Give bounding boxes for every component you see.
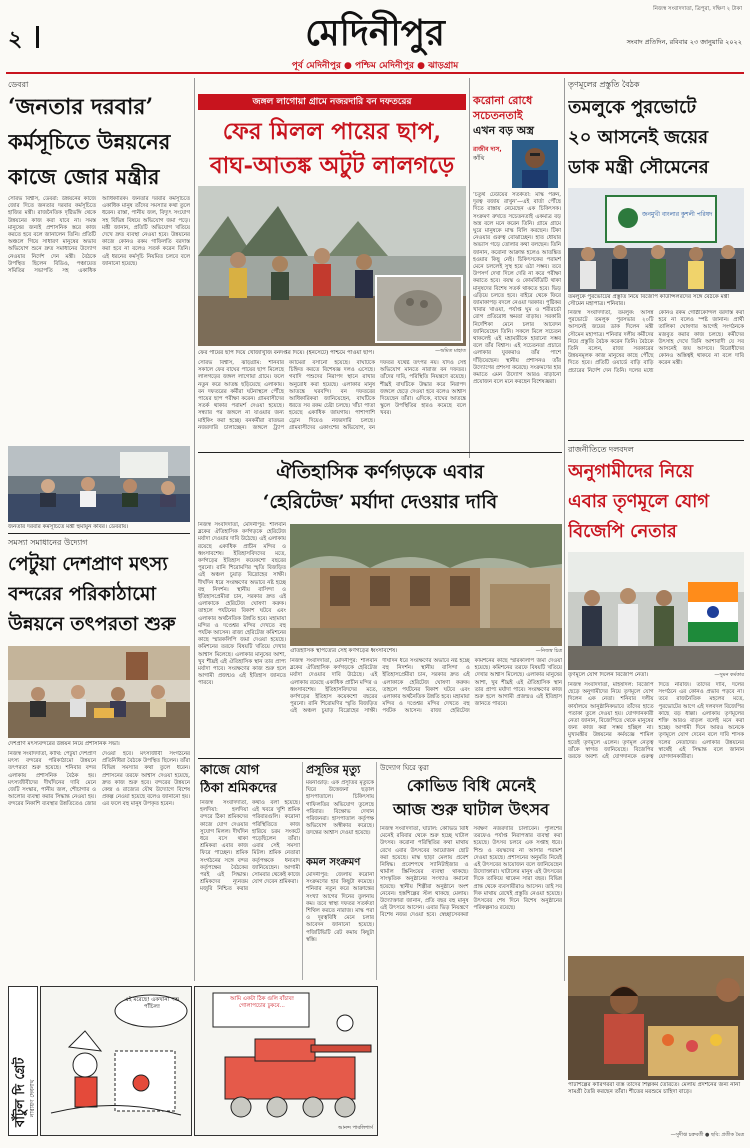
left-top-kicker: ডেবরা <box>8 80 29 89</box>
banner-text: জনমুখী বাংলার কুশলী পরিষদ <box>642 211 713 218</box>
left-top-headline-1: ‘জনতার দরবার’ <box>8 94 154 120</box>
right-bottom-photo <box>568 956 744 1080</box>
left-mid-kicker: সমস্যা সমাধানের উদ্যোগ <box>8 538 88 547</box>
left-top-photo <box>8 446 190 522</box>
covid-kicker: উদ্যোগ ঘিরে ত্বরা <box>380 764 429 772</box>
left-top-headline-2: কর্মসূচিতে উন্নয়নের <box>8 129 171 154</box>
left-divider-1 <box>8 533 190 534</box>
heritage-headline-2: ‘হেরিটেজ’ মর্যাদা দেওয়ার দাবি <box>262 491 498 513</box>
corona-kicker-1: করোনা রোধে <box>473 94 533 107</box>
masthead-regions: পূর্ব মেদিনীপুর ● পশ্চিম মেদিনীপুর ● ঝাড়গ্রাম <box>291 61 459 71</box>
left-mid-body: নিজস্ব সংবাদদাতা, কাঁথি: পেটুয়া দেশপ্রাণ মৎস্য বন্দরের পরিকাঠামো উন্নয়নে তৎপরতা শুরু হয়েছে। শনিবার বন্দর এলাকায় প্রশাসনিক বৈঠক হয়। মৎস্যজীবীদের দীর্ঘদিনের দাবি মেনে জেটি সংস্কার, পানীয় জল, শৌচাগার ও আলোর ব্যবস্থা করার সিদ্ধান্ত নেওয়া হয়। বন্দরের নিকাশি ব্যবস্থার উন্নতিতেও জোর দেওয়া হবে। মৎস্যজীবী সংগঠনের প্রতিনিধিরা বৈঠকে উপস্থিত ছিলেন। তাঁরা বিভিন্ন সমস্যার কথা তুলে ধরেন। প্রশাসনের তরফে আশ্বাস দেওয়া হয়েছে, দ্রুত কাজ শুরু হবে। বন্দরের উন্নয়নে কেন্দ্র ও রাজ্যের যৌথ উদ্যোগে বিশেষ প্রকল্প নেওয়া হয়েছে বলেও জানানো হয়। এর ফলে বহু মানুষ উপকৃত হবেন। <box>8 751 190 808</box>
right-mid-headline-1: অনুগামীদের নিয়ে <box>568 461 694 482</box>
masthead-edition-line: নিজস্ব সংবাদদাতা, ত্রিপুরা, দক্ষিণ ২ টাকা <box>653 6 742 12</box>
lead-body: সৌরভ বিশ্বাস, ঝাড়গ্রাম: শনিবার সকালে ফের বাঘের পায়ের ছাপ মিলেছে লালগড়ের জঙ্গল লাগোয়া গ্রামে। ফলে নতুন করে আতঙ্ক ছড়িয়েছে এলাকায়। বন দফতরের কর্মীরা ঘটনাস্থলে পৌঁছে পায়ের ছাপ পরীক্ষা করেন। গ্রামবাসীদের সতর্ক থাকার পরামর্শ দেওয়া হয়েছে। সন্ধ্যার পর জঙ্গলে না যাওয়ার জন্য মাইকিং করা হচ্ছে। বনকর্মীরা রাতভর নজরদারি চালাচ্ছেন। জঙ্গলে ট্র্যাপ ক্যামেরা বসানো হয়েছে। বাঘটিকে চিহ্নিত করতে বিশেষজ্ঞ দলও এসেছে। গবাদি পশুদের নিরাপদ স্থানে রাখার অনুরোধ করা হয়েছে। এলাকার মানুষ আতঙ্কে ঘরবন্দি। বন দফতরের আধিকারিকরা জানিয়েছেন, বাঘটিকে ধরতে সব রকম চেষ্টা চলছে। খাঁচা পাতা হয়েছে একাধিক জায়গায়। পাশাপাশি ড্রোন দিয়েও নজরদারি চলছে। গ্রামবাসীদের একাংশের অভিযোগ, বন দফতর যথেষ্ট তৎপর নয়। যদিও সেই অভিযোগ মানতে নারাজ বন দফতর। তাঁদের দাবি, পরিস্থিতি নিয়ন্ত্রণে রয়েছে। শীঘ্রই বাঘটিকে উদ্ধার করে নিরাপদ জঙ্গলে ছেড়ে দেওয়া হবে বলেও আশ্বাস দিয়েছেন তাঁরা। এদিকে, বাঘের আতঙ্কে স্কুলে উপস্থিতির হারও কমেছে বলে খবর। <box>198 360 466 431</box>
prosuti-body-2: মেদিনীপুর: জেলায় করোনা সংক্রমণের হার কিছুটা কমেছে। শনিবার নতুন করে আক্রান্তের সংখ্যা আগের দিনের তুলনায় কম। তবে স্বাস্থ্য দফতর সতর্কতা শিথিল করতে নারাজ। মাস্ক পরা ও দূরত্ববিধি মেনে চলার আবেদন জানানো হয়েছে। পজিটিভিটি রেট কমায় কিছুটা স্বস্তি। <box>306 872 374 943</box>
corona-portrait <box>512 140 558 188</box>
doctor-portrait <box>512 140 558 188</box>
meeting-photo-illustration <box>8 446 190 522</box>
cartoon-credit: আনন্দ পাবলিশার্স <box>338 1125 373 1131</box>
cartoon-side-panel <box>8 986 38 1136</box>
corona-body: ‘চতুর্থ ঢেউয়ের সতর্কতা: মাস্ক পরুন, দূরত্ব বজায় রাখুন’—এই বার্তা পৌঁছে দিতে রাস্তায় নেমেছেন এক চিকিৎসক। সংক্রমণ রুখতে সচেতনতাই একমাত্র বড় অস্ত্র বলে মনে করেন তিনি। গ্রামে গ্রামে ঘুরে মানুষকে মাস্ক বিলি করছেন। টিকা নেওয়ার গুরুত্ব বোঝাচ্ছেন। হাত ধোয়ার অভ্যাস গড়ে তোলার কথা বলছেন। তিনি জানান, করোনা আক্রান্ত হলেও আতঙ্কিত হওয়ার কিছু নেই। চিকিৎসকের পরামর্শ মেনে চললেই সুস্থ হয়ে ওঠা সম্ভব। তবে উপসর্গ দেখা দিলে দেরি না করে পরীক্ষা করাতে হবে। বয়স্ক ও কোমর্বিডিটি থাকা মানুষদের বিশেষ সতর্ক থাকতে হবে। ভিড় এড়িয়ে চলতে হবে। বাইরে থেকে ফিরে জামাকাপড় বদলে নেওয়া দরকার। পুষ্টিকর খাবার খাওয়া, পর্যাপ্ত ঘুম ও শরীরচর্চা রোগ প্রতিরোধ ক্ষমতা বাড়ায়। সরকারি নির্দেশিকা মেনে চলার আবেদন জানিয়েছেন তিনি। সকলে মিলে সচেতন থাকলেই এই মহামারীকে হারানো সম্ভব বলে তাঁর বিশ্বাস। এই সচেতনতা প্রচারে এলাকার যুবকরাও তাঁর পাশে দাঁড়িয়েছেন। স্থানীয় প্রশাসনও তাঁর উদ্যোগের প্রশংসা করেছে। সংক্রমণের হার কমাতে এমন উদ্যোগ আরও বাড়ানো প্রয়োজন বলে মনে করছেন বিশেষজ্ঞরা। <box>473 192 561 386</box>
right-top-photo <box>568 188 744 292</box>
page-number: ২ <box>8 26 23 52</box>
left-mid-headline-2: বন্দরের পরিকাঠামো <box>8 583 156 605</box>
column-divider-right <box>564 78 565 981</box>
right-mid-headline-3: বিজেপি নেতার <box>568 521 677 542</box>
lead-photo-credit: —অমিত মাহাত <box>435 348 466 354</box>
left-top-caption: জনতার দরবার কর্মসূচিতে মন্ত্রী হুমায়ুন কবির। ডেবরায়। <box>8 524 129 530</box>
covid-body: নিজস্ব সংবাদদাতা, ঘাটাল: কোভিড বিধি মেনেই রবিবার থেকে শুরু হচ্ছে ঘাটাল উৎসব। করোনা পরিস্থিতির কথা মাথায় রেখে এবার উৎসবের আয়োজন ছোট করা হয়েছে। মাস্ক ছাড়া মেলায় প্রবেশ নিষিদ্ধ। প্রবেশপথে স্যানিটাইজার ও থার্মাল স্ক্রিনিংয়ের ব্যবস্থা থাকছে। সাংস্কৃতিক অনুষ্ঠানের সংখ্যাও কমানো হয়েছে। স্থানীয় শিল্পীরা অনুষ্ঠানে অংশ নেবেন। হস্তশিল্পের স্টল থাকছে মেলায়। উদ্যোক্তারা জানান, প্রতি বছর বহু মানুষ এই উৎসবে আসেন। এবার ভিড় নিয়ন্ত্রণে বিশেষ নজর দেওয়া হবে। স্বেচ্ছাসেবকরা সর্বক্ষণ নজরদারি চালাবেন। পুলিশের তরফেও পর্যাপ্ত নিরাপত্তার ব্যবস্থা করা হয়েছে। উৎসব চলবে এক সপ্তাহ ধরে। শিশু ও বয়স্কদের না আসার পরামর্শ দেওয়া হয়েছে। প্রশাসনের অনুমতি নিয়েই এই উৎসবের আয়োজন বলে জানিয়েছেন উদ্যোক্তারা। ঘাটালের মানুষ এই উৎসবের দিকে তাকিয়ে থাকেন সারা বছর। বিভিন্ন প্রান্ত থেকে ব্যবসায়ীরাও আসেন। তাই সব দিক মাথায় রেখেই প্রস্তুতি নেওয়া হয়েছে। উৎসবের শেষ দিনে বিশেষ অনুষ্ঠানের পরিকল্পনাও রয়েছে। <box>380 826 562 919</box>
heritage-body: নিজস্ব সংবাদদাতা, মেদিনীপুর: শালবনি ব্লকের ঐতিহাসিক কর্ণগড়কে হেরিটেজ মর্যাদা দেওয়ার দাবি উঠেছে। এই এলাকায় রয়েছে একাধিক প্রাচীন মন্দির ও ধ্বংসাবশেষ। ইতিহাসবিদদের মতে, কর্ণগড়ের ইতিহাস কয়েকশো বছরের পুরনো। রানি শিরোমণির স্মৃতি বিজড়িত এই অঞ্চল চুয়াড় বিদ্রোহের সাক্ষী। দীর্ঘদিন ধরে সংরক্ষণের অভাবে নষ্ট হচ্ছে বহু নিদর্শন। স্থানীয় বাসিন্দা ও ইতিহাসপ্রেমীরা চান, সরকার দ্রুত এই এলাকাকে হেরিটেজ ঘোষণা করুক। তাহলে পর্যটনের বিকাশ ঘটবে এবং এলাকার অর্থনৈতিক উন্নতি হবে। মহামায়া মন্দির ও দণ্ডেশ্বর মন্দির দেখতে বহু পর্যটক আসেন। রাজ্য হেরিটেজ কমিশনের কাছে স্মারকলিপি জমা দেওয়া হয়েছে। কমিশনের তরফে বিষয়টি খতিয়ে দেখার আশ্বাস মিলেছে। এলাকার মানুষের আশা, খুব শীঘ্রই এই ঐতিহাসিক স্থান তার প্রাপ্য মর্যাদা পাবে। সংরক্ষণের কাজ শুরু হলে আগামী প্রজন্মও এই ইতিহাস জানতে পারবে। <box>198 522 286 687</box>
covid-headline-1: কোভিড বিধি মেনেই <box>406 776 536 795</box>
lead-redbar: জঙ্গল লাগোয়া গ্রামে নজরদারি বন দফতরের <box>198 94 466 110</box>
right-mid-kicker: রাজনীতিতে দলবদল <box>568 445 634 454</box>
right-mid-body: নিজস্ব সংবাদদাতা, মহিষাদল: বিজেপি ছেড়ে অনুগামীদের নিয়ে তৃণমূলে যোগ দিলেন এক নেতা। শনিবার দলীয় কার্যালয়ে আনুষ্ঠানিকভাবে তাঁদের হাতে পতাকা তুলে দেওয়া হয়। যোগদানকারী নেতা জানান, বিজেপিতে থেকে মানুষের জন্য কাজ করা সম্ভব হচ্ছিল না। মুখ্যমন্ত্রীর উন্নয়নের কর্মযজ্ঞে শামিল হতেই তৃণমূলে এলেন। তৃণমূল নেতৃত্ব তাঁকে স্বাগত জানিয়েছে। বিজেপির তরফে অবশ্য এই যোগদানকে গুরুত্ব দিতে নারাজ। তাদের দাবি, দলের সংগঠনে এর কোনও প্রভাব পড়বে না। তবে রাজনৈতিক মহলের মতে, পুরভোটের আগে এই দলবদল বিজেপির কাছে বড় ধাক্কা। এলাকায় তৃণমূলের শক্তি আরও বাড়ল বলেই মনে করা হচ্ছে। আগামী দিনে আরও অনেকে তৃণমূলে যোগ দেবেন বলে দাবি শাসক দলের নেতাদের। এলাকার উন্নয়নের স্বার্থেই এই সিদ্ধান্ত বলে জানান যোগদানকারীরা। <box>568 682 744 761</box>
corona-kicker-2: সচেতনতাই <box>473 109 523 122</box>
right-mid-headline-2: এবার তৃণমূলে যোগ <box>568 491 710 512</box>
kaaj-headline: ঠিকা শ্রমিকদের <box>200 781 277 796</box>
left-mid-headline-3: উন্নয়নে তৎপরতা শুরু <box>8 613 176 635</box>
right-mid-photo-credit: —সুমন কর্মকার <box>714 672 744 678</box>
heritage-top-rule <box>198 452 562 453</box>
right-bottom-caption: পাটশিল্পের কারিগররা ব্যস্ত তাঁদের শিল্পকর্ম তৈরিতে। মেলায় প্রদর্শনের জন্য নানা সামগ্রী তৈরি করছেন তাঁরা। শীতের মরশুমে চাহিদা বাড়ে। <box>568 1082 741 1096</box>
cartoon-bubble-1: এই মরেছে! একখানা পশু পাঁচিল! <box>124 997 180 1010</box>
left-mid-caption: দেশপ্রাণ মৎস্যবন্দরের উন্নয়ন নিয়ে প্রশাসনিক সভা। <box>8 741 120 747</box>
prosuti-divider <box>376 762 377 980</box>
right-top-body: নিজস্ব সংবাদদাতা, তমলুক: আসন্ন পুরভোটে তমলুক পুরসভার ২০টি আসনেই জয়ের ডাক দিলেন মন্ত্রী সৌমেন মহাপাত্র। শনিবার দলীয় কর্মীদের নিয়ে প্রস্তুতি বৈঠক করেন তিনি। বৈঠকে তিনি বলেন, রাজ্য সরকারের উন্নয়নমূলক কাজ মানুষের কাছে পৌঁছে দিতে হবে। প্রতিটি ওয়ার্ডে বাড়ি বাড়ি প্রচারের নির্দেশ দেন তিনি। দলের মধ্যে কোনও রকম গোষ্ঠীকোন্দল বরদাস্ত করা হবে না বলেও স্পষ্ট জানান। প্রার্থী তালিকা ঘোষণার আগেই সংগঠনকে মজবুত করার কাজ চলছে। কর্মীদের উৎসাহ দেখে তিনি আশাবাদী যে সব আসনেই জয় আসবে। বিরোধীদের কোনও অস্তিত্বই থাকবে না বলে দাবি করেন মন্ত্রী। <box>568 310 744 374</box>
cartoon-panel-1 <box>40 986 192 1136</box>
lower-rule <box>198 758 562 759</box>
masthead-date-line: সংবাদ প্রতিদিন, রবিবার ২৩ জানুয়ারি ২০২২ <box>626 38 742 46</box>
cartoon-bubble-2: আমি একটা ঠিক গুলি বাঁচাব! গোলাপচোর ঢুকবে... <box>229 996 295 1009</box>
prosuti-headline-2: কমল সংক্রমণ <box>306 857 361 868</box>
left-mid-photo <box>8 646 190 738</box>
cartoon-panel-2 <box>194 986 378 1136</box>
rally-stage-illustration <box>568 188 744 292</box>
lead-headline-2: বাঘ-আতঙ্ক অটুট লালগড়ে <box>209 152 455 179</box>
lead-headline-1: ফের মিলল পায়ের ছাপ, <box>222 118 442 145</box>
cartoon-title: বাঁটুল দি গ্রেট <box>13 1057 28 1127</box>
kaaj-divider <box>302 762 303 980</box>
right-top-headline-2: ২০ আসনেই জয়ের <box>568 127 709 148</box>
masthead-rule <box>6 72 744 74</box>
heritage-headline-1: ঐতিহাসিক কর্ণগড়কে এবার <box>276 461 484 483</box>
heritage-body-cont: নিজস্ব সংবাদদাতা, মেদিনীপুর: শালবনি ব্লকের ঐতিহাসিক কর্ণগড়কে হেরিটেজ মর্যাদা দেওয়ার দাবি উঠেছে। এই এলাকায় রয়েছে একাধিক প্রাচীন মন্দির ও ধ্বংসাবশেষ। ইতিহাসবিদদের মতে, কর্ণগড়ের ইতিহাস কয়েকশো বছরের পুরনো। রানি শিরোমণির স্মৃতি বিজড়িত এই অঞ্চল চুয়াড় বিদ্রোহের সাক্ষী। দীর্ঘদিন ধরে সংরক্ষণের অভাবে নষ্ট হচ্ছে বহু নিদর্শন। স্থানীয় বাসিন্দা ও ইতিহাসপ্রেমীরা চান, সরকার দ্রুত এই এলাকাকে হেরিটেজ ঘোষণা করুক। তাহলে পর্যটনের বিকাশ ঘটবে এবং এলাকার অর্থনৈতিক উন্নতি হবে। মহামায়া মন্দির ও দণ্ডেশ্বর মন্দির দেখতে বহু পর্যটক আসেন। রাজ্য হেরিটেজ কমিশনের কাছে স্মারকলিপি জমা দেওয়া হয়েছে। কমিশনের তরফে বিষয়টি খতিয়ে দেখার আশ্বাস মিলেছে। এলাকার মানুষের আশা, খুব শীঘ্রই এই ঐতিহাসিক স্থান তার প্রাপ্য মর্যাদা পাবে। সংরক্ষণের কাজ শুরু হলে আগামী প্রজন্মও এই ইতিহাস জানতে পারবে। <box>290 658 562 715</box>
column-divider-left <box>194 78 195 981</box>
left-mid-headline-1: পেটুয়া দেশপ্রাণ মৎস্য <box>8 553 168 575</box>
page-number-bar <box>36 26 39 48</box>
prosuti-kicker: প্রসূতির মৃত্যু <box>306 763 361 776</box>
covid-headline-2: আজ শুরু ঘাটাল উৎসব <box>392 800 550 819</box>
left-top-headline-3: কাজে জোর মন্ত্রীর <box>8 164 160 189</box>
heritage-caption: ঐতিহাসিক স্থাপত্যের সেই কর্ণগড়ের ধ্বংসাবশেষ। <box>290 648 398 654</box>
right-mid-caption: তৃণমূলে যোগ দিলেন বিজেপি নেতা। <box>568 672 649 678</box>
masthead-title: মেদিনীপুর <box>305 12 445 54</box>
party-joining-illustration <box>568 552 744 670</box>
right-top-caption: তমলুকে পুরভোটের প্রস্তুতি নিয়ে বিজেপি কাউন্সিলরদের সঙ্গে বৈঠকে মন্ত্রী সৌমেন মহাপাত্র। শনিবার। <box>568 294 730 307</box>
column-divider-corona <box>469 78 470 458</box>
corona-byline-role: কাঁথি <box>473 155 485 162</box>
kaaj-kicker: কাজে যোগ <box>200 763 260 778</box>
cartoon-author: নারায়ণ দেবনাথ <box>29 1079 36 1117</box>
lead-photo <box>198 186 466 346</box>
forest-search-illustration <box>198 186 466 346</box>
artisan-illustration <box>568 956 744 1080</box>
right-top-headline-3: ডাক মন্ত্রী সৌমেনের <box>568 157 709 178</box>
ruins-illustration <box>290 524 562 646</box>
kaaj-body: নিজস্ব সংবাদদাতা, হলদিয়া: হলদিয়া বন্দরে ঠিকা শ্রমিকদের কাজে যোগ দেওয়ার সুযোগ মিলল। দীর্ঘদিন ধরে বসে থাকা শ্রমিকরা এবার কাজ ফিরে পাচ্ছেন। শ্রমিক সংগঠনের সঙ্গে বন্দর কর্তৃপক্ষের বৈঠকের পরই এই সিদ্ধান্ত। শ্রমিকদের ন্যূনতম মজুরি নিশ্চিত করার কথাও বলা হয়েছে। এই খবরে খুশি শ্রমিক পরিবারগুলি। করোনা পরিস্থিতিতে কাজ হারিয়ে চরম সংকটে পড়েছিলেন তাঁরা। এবার সেই সমস্যা মিটল। শ্রমিক নেতারা কর্তৃপক্ষকে ধন্যবাদ জানিয়েছেন। আগামী সোমবার থেকেই কাজে যোগ দেবেন শ্রমিকরা। <box>200 800 300 893</box>
heritage-photo-credit: —নিজস্ব চিত্র <box>535 648 562 654</box>
right-top-headline-1: তমলুকে পুরভোটে <box>568 97 697 118</box>
lead-caption: ফের পায়ের ছাপ দিয়ে খোঁজাখুঁজি বনদপ্তর দিয়ে। (ইনসেটে) পশ্চিমে পাওয়া ছাপ। <box>198 350 375 356</box>
port-meeting-illustration <box>8 646 190 738</box>
prosuti-body: ময়নাগুড়ি: এক প্রসূতির মৃত্যুকে ঘিরে উত্তেজনা ছড়াল হাসপাতালে। চিকিৎসায় গাফিলতির অভিযোগ তুলেছে পরিবার। বিক্ষোভ দেখান পরিজনরা। হাসপাতাল কর্তৃপক্ষ অভিযোগ অস্বীকার করেছে। তদন্তের আশ্বাস দেওয়া হয়েছে। <box>306 780 374 837</box>
right-divider-1 <box>568 440 744 441</box>
right-mid-photo <box>568 552 744 670</box>
corona-kicker-3: এখন বড় অস্ত্র <box>473 124 534 137</box>
left-top-body: সৌরভ বিশ্বাস, ডেবরা: উন্নয়নের কাজে জোর দিতে জনতার দরবার কর্মসূচিতে হাজির মন্ত্রী। রাজনৈতিক দৃষ্টিভঙ্গি থেকে উন্নয়নের কাজ করা যাবে না। সমস্ত মানুষের জন্যই প্রশাসনিক স্তরে কাজ করতে হবে বলে জানালেন তিনি। প্রতিটি অঞ্চলে গিয়ে সাধারণ মানুষের অভাব অভিযোগ শুনে দ্রুত সমাধানের উদ্যোগ নেওয়ার নির্দেশ দেন মন্ত্রী। বৈঠকে উপস্থিত ছিলেন বিডিও, পঞ্চায়েত সমিতির সভাপতি সহ একাধিক আধিকারিক। জনতার দরবার কর্মসূচিতে একাধিক মানুষ তাঁদের সমস্যার কথা তুলে ধরেন। রাস্তা, পানীয় জল, বিদ্যুৎ সংযোগ সহ বিভিন্ন বিষয়ে অভিযোগ জমা পড়ে। মন্ত্রী জানান, প্রতিটি অভিযোগ খতিয়ে দেখে দ্রুত ব্যবস্থা নেওয়া হবে। উন্নয়নের কাজে কোনও রকম গাফিলতি বরদাস্ত করা হবে না বলেও সতর্ক করেন তিনি। এই ধরনের কর্মসূচি নিয়মিত চলবে বলে জানানো হয়েছে। <box>8 196 190 275</box>
right-top-kicker: তৃণমূলের প্রস্তুতি বৈঠক <box>568 80 640 89</box>
right-bottom-credit: —সুদীপ্ত চক্রবর্তী ● ছবি: প্রতীক মৈত্র <box>670 1132 744 1138</box>
heritage-photo <box>290 524 562 646</box>
corona-byline-name: রাজীব দাস, <box>473 146 502 153</box>
